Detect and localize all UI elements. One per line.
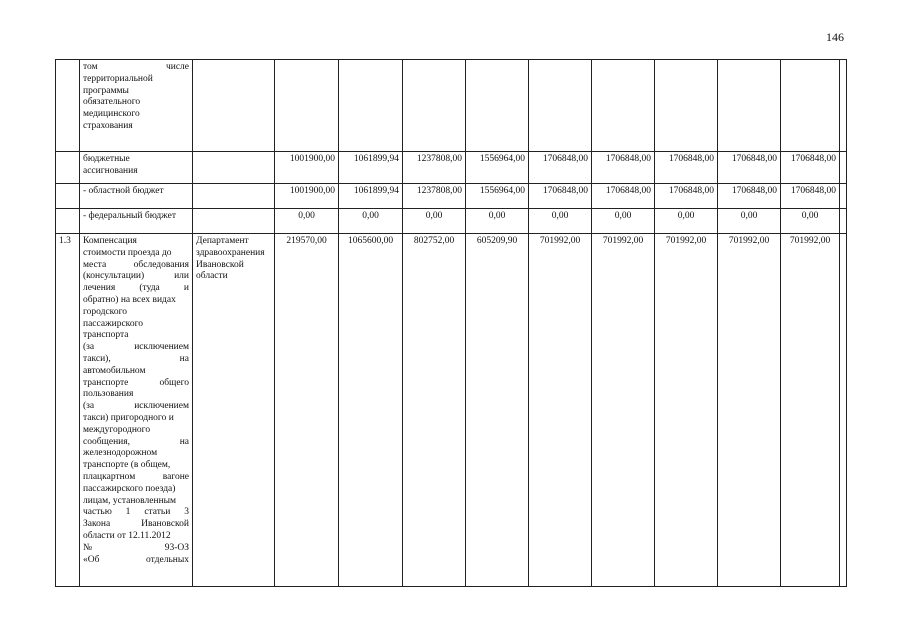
value-cell bbox=[339, 60, 403, 152]
table-row bbox=[56, 60, 847, 152]
value-cell bbox=[718, 60, 781, 152]
row-name-line: территориальной bbox=[83, 73, 153, 84]
row-name-line: автомобильном bbox=[83, 365, 146, 376]
row-name-line: медицинского bbox=[83, 109, 140, 120]
executor-line: здравоохранения bbox=[196, 247, 265, 258]
value-cell: 1237808,00 bbox=[403, 184, 466, 209]
value-cell: 0,00 bbox=[466, 209, 529, 234]
row-name-line: пассажирского bbox=[83, 318, 143, 329]
value-cell: 1706848,00 bbox=[592, 184, 655, 209]
value-cell: 701992,00 bbox=[655, 234, 718, 587]
row-index-cell bbox=[56, 60, 80, 152]
value-cell bbox=[403, 60, 466, 152]
row-name-line: ассигнования bbox=[83, 165, 138, 176]
row-name-line: (за исключением bbox=[83, 401, 189, 412]
executor-line: Ивановской bbox=[196, 259, 244, 270]
table-row bbox=[56, 152, 847, 184]
value-cell: 0,00 bbox=[339, 209, 403, 234]
value-cell: 0,00 bbox=[655, 209, 718, 234]
row-name-line: стоимости проезда до bbox=[83, 247, 172, 258]
value-cell: 1706848,00 bbox=[655, 152, 718, 184]
row-name-line: городского bbox=[83, 306, 127, 317]
row-name-line: лечения (туда и bbox=[83, 283, 189, 294]
value-cell: 701992,00 bbox=[529, 234, 592, 587]
row-name-line: Закона Ивановской bbox=[83, 519, 189, 530]
value-cell: 1001900,00 bbox=[275, 152, 339, 184]
value-cell: 1556964,00 bbox=[466, 152, 529, 184]
value-cell: 1706848,00 bbox=[781, 184, 840, 209]
value-cell: 0,00 bbox=[403, 209, 466, 234]
row-name-line: частью 1 статьи 3 bbox=[83, 507, 189, 518]
value-cell: 701992,00 bbox=[781, 234, 840, 587]
value-cell bbox=[592, 60, 655, 152]
row-index-cell: 1.3 bbox=[56, 234, 80, 587]
value-cell: 1061899,94 bbox=[339, 184, 403, 209]
budget-table bbox=[55, 59, 847, 587]
value-cell: 1706848,00 bbox=[529, 152, 592, 184]
value-cell: 1706848,00 bbox=[529, 184, 592, 209]
row-name-line: такси), на bbox=[83, 353, 189, 364]
table-row bbox=[56, 209, 847, 234]
table-row bbox=[56, 184, 847, 209]
value-cell: 701992,00 bbox=[592, 234, 655, 587]
value-cell bbox=[529, 60, 592, 152]
value-cell bbox=[840, 234, 847, 587]
row-name-line: места обследования bbox=[83, 259, 189, 270]
value-cell: 1237808,00 bbox=[403, 152, 466, 184]
row-name-line: Компенсация bbox=[83, 236, 137, 246]
value-cell bbox=[840, 152, 847, 184]
executor-cell bbox=[193, 234, 275, 587]
row-name-line: междугородного bbox=[83, 424, 151, 435]
row-name-line: бюджетные bbox=[83, 154, 130, 164]
row-name-cell bbox=[80, 209, 193, 234]
value-cell: 1556964,00 bbox=[466, 184, 529, 209]
executor-cell bbox=[193, 152, 275, 184]
row-index-cell bbox=[56, 184, 80, 209]
executor-line: области bbox=[196, 271, 228, 282]
executor-cell bbox=[193, 184, 275, 209]
row-name-line: (за исключением bbox=[83, 342, 189, 353]
row-name-line: программы bbox=[83, 85, 129, 96]
value-cell: 0,00 bbox=[781, 209, 840, 234]
value-cell: 219570,00 bbox=[275, 234, 339, 587]
row-name-line: железнодорожном bbox=[83, 448, 158, 459]
row-name-line: обязательного bbox=[83, 97, 141, 108]
value-cell: 605209,90 bbox=[466, 234, 529, 587]
row-name-line: транспорта bbox=[83, 330, 129, 341]
row-name-line: - областной бюджет bbox=[83, 186, 164, 196]
row-name-line: обратно) на всех видах bbox=[83, 294, 176, 305]
value-cell: 802752,00 bbox=[403, 234, 466, 587]
value-cell bbox=[840, 209, 847, 234]
value-cell: 1706848,00 bbox=[781, 152, 840, 184]
value-cell: 1001900,00 bbox=[275, 184, 339, 209]
row-name-line: транспорте (в общем, bbox=[83, 460, 171, 471]
row-name-line: лицам, установленным bbox=[83, 495, 177, 506]
value-cell: 0,00 bbox=[529, 209, 592, 234]
row-name-line: пассажирского поезда) bbox=[83, 483, 176, 494]
table-row bbox=[56, 234, 847, 587]
value-cell bbox=[781, 60, 840, 152]
value-cell: 0,00 bbox=[718, 209, 781, 234]
row-name-line: (консультации) или bbox=[83, 271, 189, 282]
value-cell: 0,00 bbox=[592, 209, 655, 234]
value-cell: 1706848,00 bbox=[592, 152, 655, 184]
row-name-line: такси) пригородного и bbox=[83, 412, 174, 423]
value-cell: 1061899,94 bbox=[339, 152, 403, 184]
row-name-line: пользования bbox=[83, 389, 134, 400]
page-number: 146 bbox=[826, 30, 844, 44]
value-cell: 701992,00 bbox=[718, 234, 781, 587]
row-name-line: страхования bbox=[83, 120, 133, 131]
executor-cell bbox=[193, 60, 275, 152]
row-name-line: № 93-ОЗ bbox=[83, 542, 189, 553]
value-cell bbox=[275, 60, 339, 152]
value-cell: 1065600,00 bbox=[339, 234, 403, 587]
row-name-line: - федеральный бюджет bbox=[83, 211, 176, 221]
executor-line: Департамент bbox=[196, 236, 249, 246]
row-name-cell bbox=[80, 184, 193, 209]
value-cell bbox=[655, 60, 718, 152]
row-name-cell bbox=[80, 152, 193, 184]
row-name-line: сообщения, на bbox=[83, 436, 189, 447]
row-name-line: плацкартном вагоне bbox=[83, 471, 189, 482]
row-name-cell bbox=[80, 234, 193, 587]
row-name-cell bbox=[80, 60, 193, 152]
value-cell bbox=[466, 60, 529, 152]
value-cell bbox=[840, 184, 847, 209]
value-cell: 0,00 bbox=[275, 209, 339, 234]
row-index-cell bbox=[56, 209, 80, 234]
value-cell bbox=[840, 60, 847, 152]
row-name-line: том числе bbox=[83, 62, 189, 72]
row-name-line: транспорте общего bbox=[83, 377, 189, 388]
row-index-cell bbox=[56, 152, 80, 184]
row-name-line: области от 12.11.2012 bbox=[83, 530, 171, 541]
executor-cell bbox=[193, 209, 275, 234]
value-cell: 1706848,00 bbox=[718, 184, 781, 209]
value-cell: 1706848,00 bbox=[718, 152, 781, 184]
value-cell: 1706848,00 bbox=[655, 184, 718, 209]
row-name-line: «Об отдельных bbox=[83, 554, 189, 565]
